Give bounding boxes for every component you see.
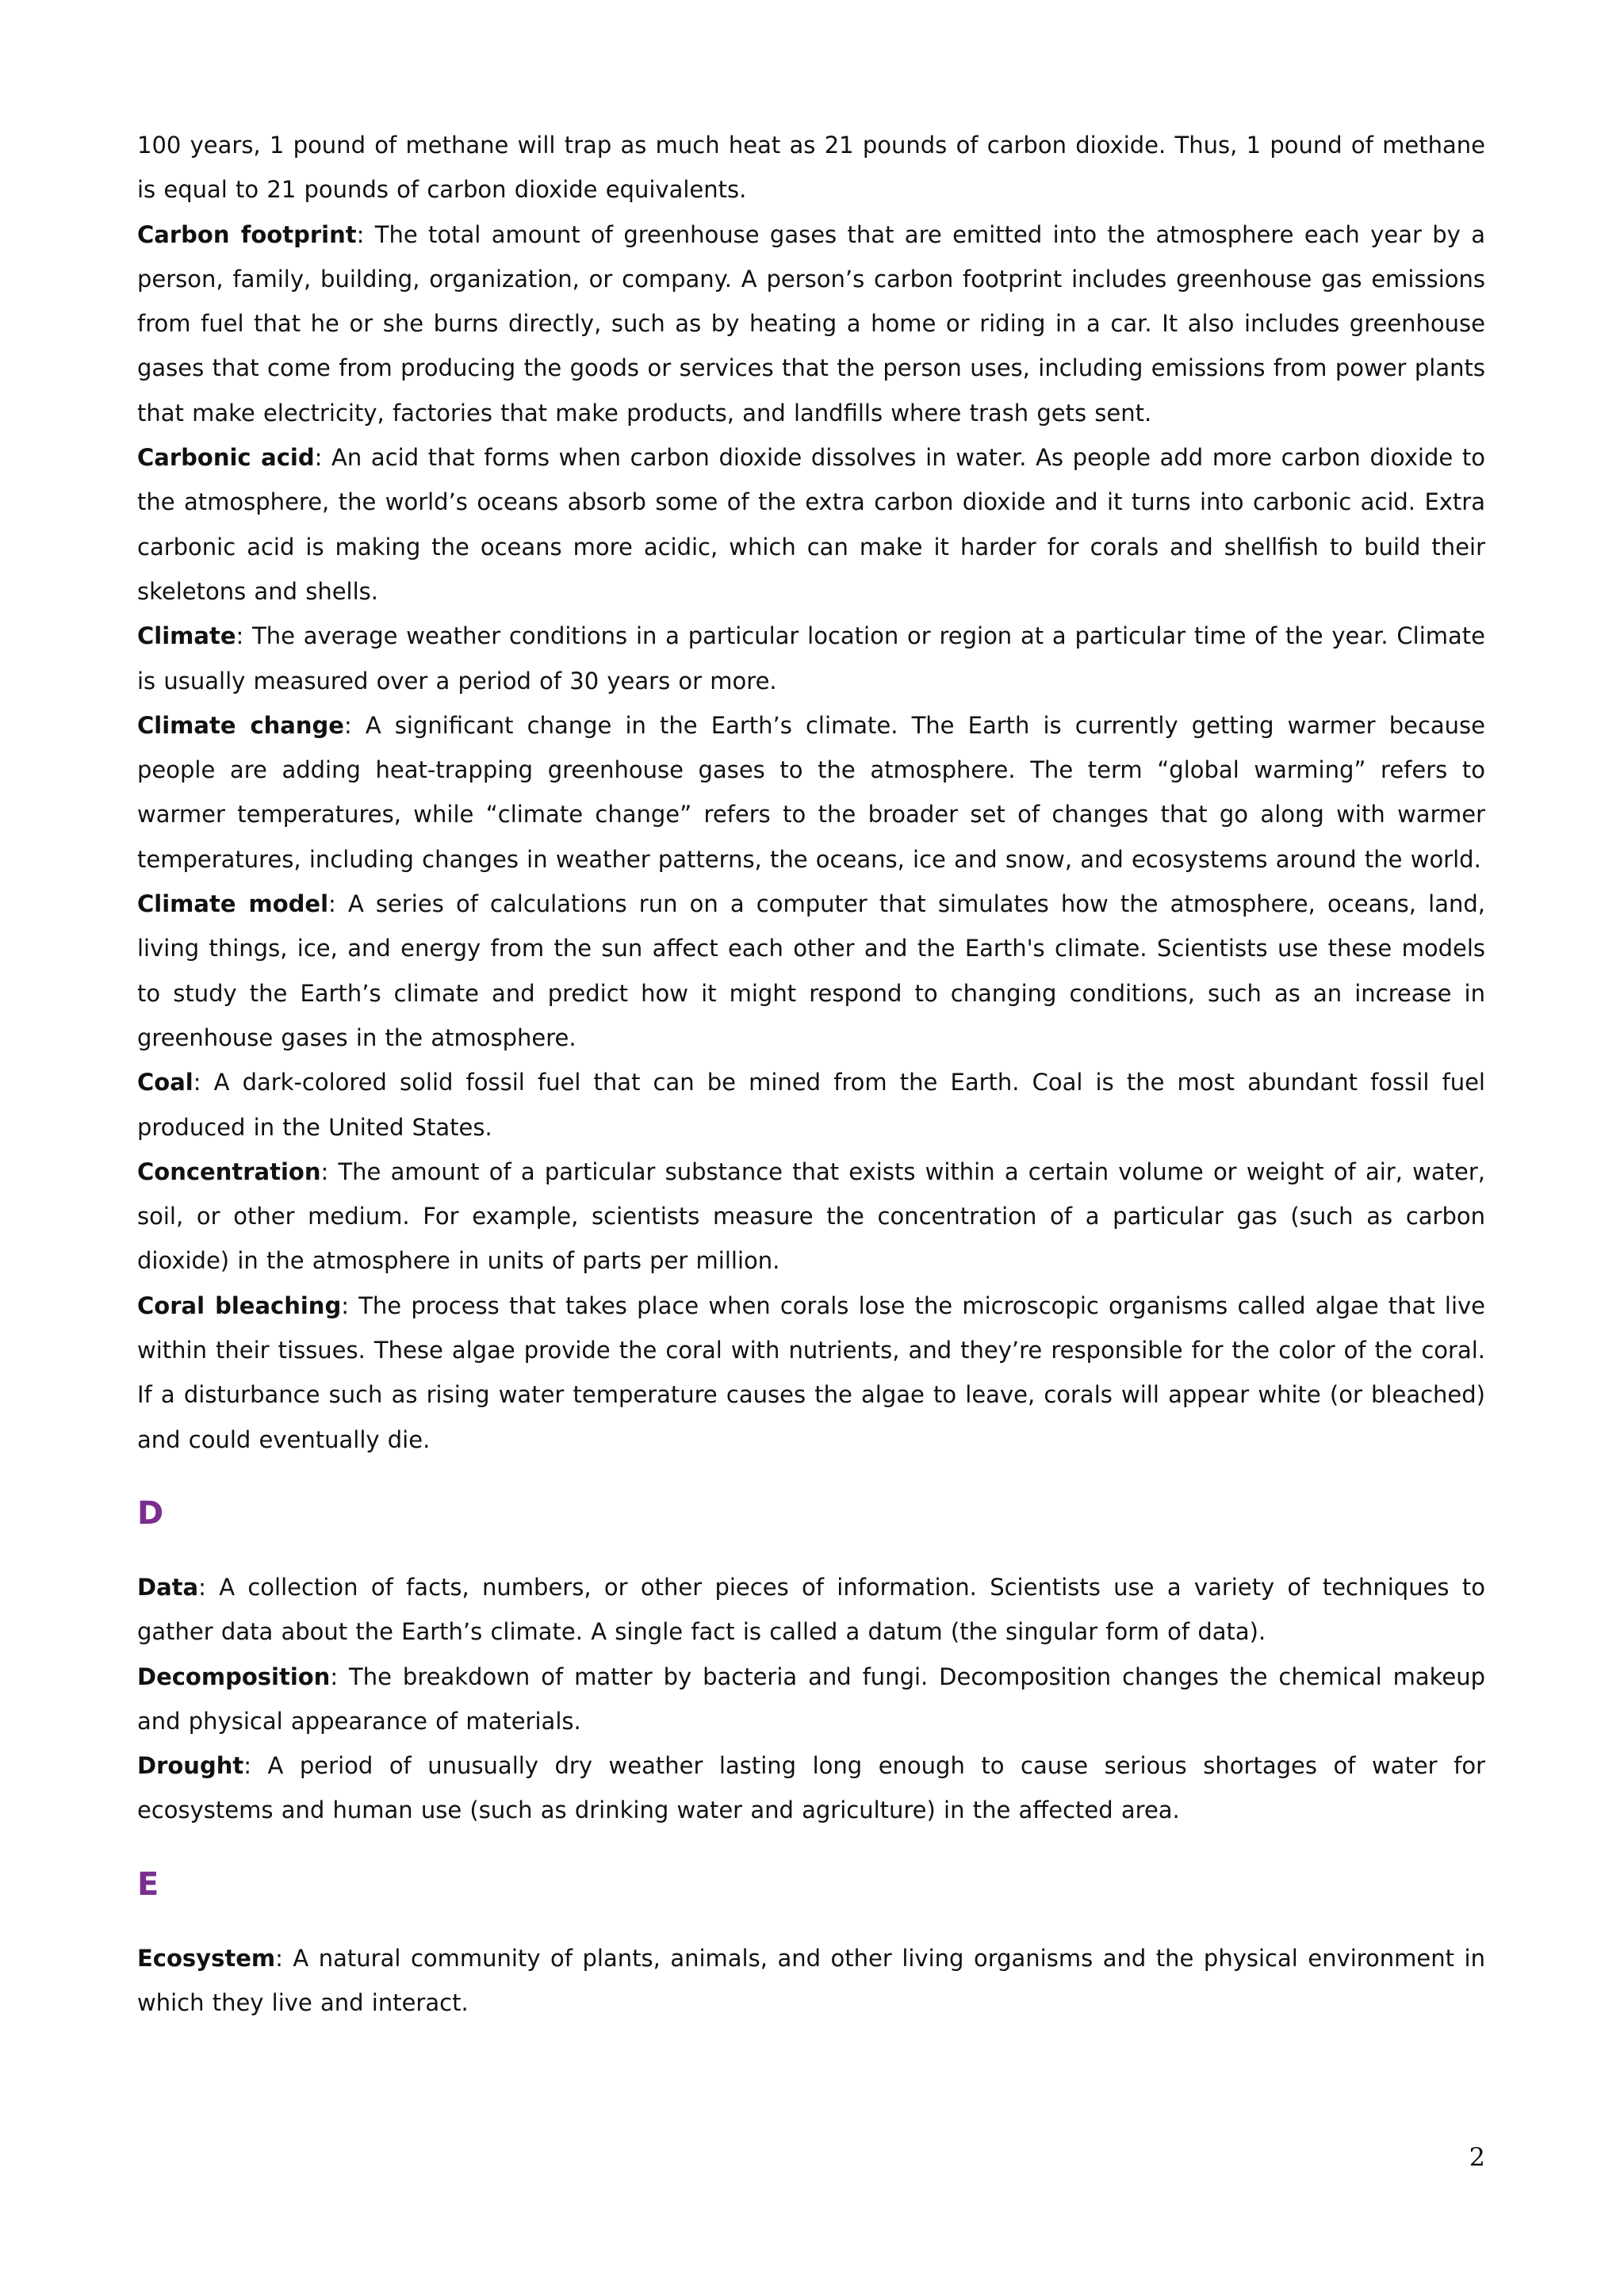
entry-separator: : <box>320 1158 339 1185</box>
entry-term: Ecosystem <box>137 1944 276 1972</box>
entry-separator: : <box>356 220 375 248</box>
entry-separator: : <box>343 711 366 739</box>
entry-definition: A dark-colored solid fossil fuel that can be mined from the Earth. Coal is the most abundant fossil fuel produced in the United States. <box>137 1069 1485 1141</box>
entry-term: Climate <box>137 622 236 650</box>
section-heading-e: E <box>137 1866 159 1903</box>
entry-definition: The breakdown of matter by bacteria and fungi. Decomposition changes the chemical makeup and physical appearance of materials. <box>137 1663 1485 1735</box>
entry-separator: : <box>330 1663 350 1690</box>
entry-definition: A period of unusually dry weather lasting long enough to cause serious shortages of water for ecosystems and human use (such as drinking water and agriculture) in the affected area. <box>137 1752 1485 1824</box>
glossary-entry-data <box>137 1565 1485 1655</box>
entry-term: Coal <box>137 1069 193 1096</box>
entry-definition: The process that takes place when corals lose the microscopic organisms called algae that live within their tissues. These algae provide the coral with nutrients, and they’re responsible for the color of the coral. If a disturbance such as rising water temperature causes the algae to leave, corals will appear white (or bleached) and could eventually die. <box>137 1292 1486 1453</box>
entry-definition: The average weather conditions in a particular location or region at a particular time of the year. Climate is usually measured over a period of 30 years or more. <box>137 622 1485 695</box>
glossary-entry-coral-bleaching <box>137 1284 1485 1462</box>
entry-term: Climate model <box>137 890 329 918</box>
entry-term: Decomposition <box>137 1663 331 1690</box>
glossary-entry-decomposition <box>137 1655 1485 1744</box>
entry-separator: : <box>193 1069 214 1096</box>
glossary-entry-coal <box>137 1060 1485 1150</box>
intro-paragraph: 100 years, 1 pound of methane will trap as much heat as 21 pounds of carbon dioxide. Thus, 1 pound of methane is equal to 21 pounds of carbon dioxide equivalents. <box>137 132 1485 204</box>
entry-separator: : <box>314 444 332 472</box>
entry-definition: A significant change in the Earth’s climate. The Earth is currently getting warmer because people are adding heat-trapping greenhouse gases to the atmosphere. The term “global warming” refers to warmer temperatures, while “climate change” refers to the broader set of changes that go along with warmer temperatures, including changes in weather patterns, the oceans, ice and snow, and ecosystems around the world. <box>137 711 1485 873</box>
entry-term: Concentration <box>137 1158 321 1185</box>
glossary-entry-climate-change <box>137 703 1485 882</box>
entry-definition: The total amount of greenhouse gases that are emitted into the atmosphere each year by a person, family, building, organization, or company. A person’s carbon footprint includes greenhouse gas emissions from fuel that he or she burns directly, such as by heating a home or riding in a car. It also includes greenhouse gases that come from producing the goods or services that the person uses, including emissions from power plants that make electricity, factories that make products, and landfills where trash gets sent. <box>137 220 1485 427</box>
entry-term: Carbonic acid <box>137 444 315 472</box>
page-number: 2 <box>1469 2142 1485 2172</box>
glossary-entry-drought <box>137 1743 1485 1833</box>
entry-separator: : <box>236 622 253 650</box>
entry-separator: : <box>328 890 348 918</box>
entry-term: Climate change <box>137 711 344 739</box>
glossary-entry-carbonic-acid <box>137 435 1485 614</box>
entry-term: Drought <box>137 1752 244 1780</box>
entry-separator: : <box>341 1292 359 1319</box>
entry-term: Data <box>137 1573 199 1601</box>
glossary-entry-carbon-footprint <box>137 212 1485 435</box>
entry-definition: The amount of a particular substance that exists within a certain volume or weight of air, water, soil, or other medium. For example, scientists measure the concentration of a particular gas (such as carbon dioxide) in the atmosphere in units of parts per million. <box>137 1158 1485 1275</box>
entry-definition: A collection of facts, numbers, or other pieces of information. Scientists use a variety of techniques to gather data about the Earth’s climate. A single fact is called a datum (the singular form of data). <box>137 1573 1485 1646</box>
entry-term: Carbon footprint <box>137 220 357 248</box>
glossary-entry-climate-model <box>137 882 1485 1060</box>
entry-definition: An acid that forms when carbon dioxide dissolves in water. As people add more carbon dioxide to the atmosphere, the world’s oceans absorb some of the extra carbon dioxide and it turns into carbonic acid. Extra carbonic acid is making the oceans more acidic, which can make it harder for corals and shellfish to build their skeletons and shells. <box>137 444 1486 605</box>
entry-definition: A natural community of plants, animals, and other living organisms and the physical environment in which they live and interact. <box>137 1944 1485 2016</box>
entry-separator: : <box>243 1752 268 1780</box>
section-heading-d: D <box>137 1494 164 1532</box>
entry-separator: : <box>275 1944 293 1972</box>
glossary-entry-concentration <box>137 1150 1485 1284</box>
glossary-entry-climate <box>137 614 1485 703</box>
entry-term: Coral bleaching <box>137 1292 342 1319</box>
entry-separator: : <box>198 1573 220 1601</box>
glossary-entry-ecosystem <box>137 1936 1485 2026</box>
entry-definition: A series of calculations run on a computer that simulates how the atmosphere, oceans, land, living things, ice, and energy from the sun affect each other and the Earth's climate. Scientists use these models to study the Earth’s climate and predict how it might respond to changing conditions, such as an increase in greenhouse gases in the atmosphere. <box>137 890 1485 1051</box>
glossary-page <box>137 123 1485 2025</box>
